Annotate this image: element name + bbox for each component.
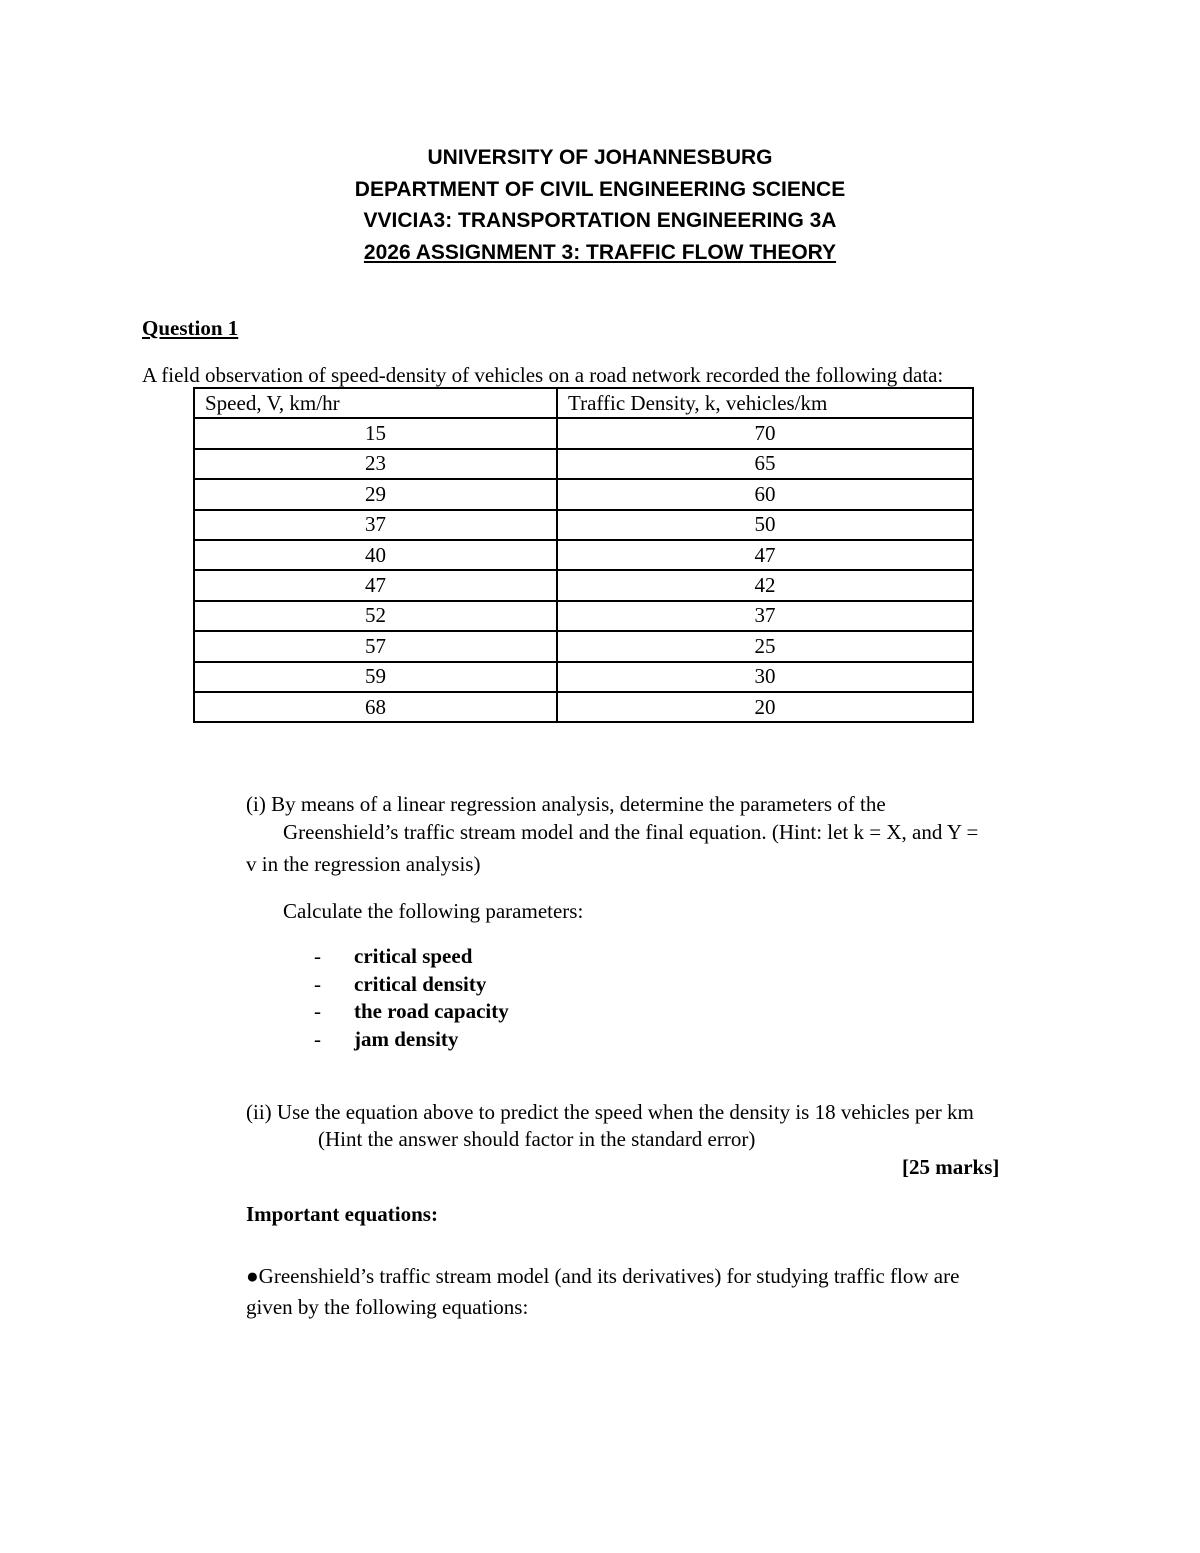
speed-cell: 68 bbox=[194, 692, 557, 722]
density-cell: 20 bbox=[557, 692, 973, 722]
speed-column-header: Speed, V, km/hr bbox=[194, 388, 557, 418]
density-cell: 42 bbox=[557, 570, 973, 600]
speed-cell: 23 bbox=[194, 449, 557, 479]
equations-line-2: given by the following equations: bbox=[246, 1295, 529, 1319]
speed-cell: 29 bbox=[194, 479, 557, 509]
part-i-line-1: (i) By means of a linear regression analysis, determine the parameters of the bbox=[246, 792, 886, 816]
table-row bbox=[194, 662, 973, 692]
list-item: - critical speed bbox=[314, 944, 473, 968]
table-row bbox=[194, 449, 973, 479]
list-item: - critical density bbox=[314, 971, 487, 996]
speed-cell: 59 bbox=[194, 662, 557, 692]
density-cell: 60 bbox=[557, 479, 973, 509]
density-cell: 50 bbox=[557, 510, 973, 540]
speed-cell: 37 bbox=[194, 510, 557, 540]
marks-label: [25 marks] bbox=[902, 1155, 1000, 1179]
calculate-intro: Calculate the following parameters: bbox=[283, 899, 584, 923]
parameter-jam-density: jam density bbox=[354, 1026, 459, 1051]
table-row bbox=[194, 510, 973, 540]
table-header-row bbox=[194, 388, 973, 418]
parameter-critical-speed: critical speed bbox=[354, 944, 473, 968]
list-item: - jam density bbox=[314, 1026, 459, 1051]
table-row bbox=[194, 418, 973, 448]
speed-cell: 47 bbox=[194, 570, 557, 600]
parameter-critical-density: critical density bbox=[354, 971, 487, 996]
density-cell: 25 bbox=[557, 631, 973, 661]
speed-cell: 15 bbox=[194, 418, 557, 448]
table-row bbox=[194, 570, 973, 600]
table-row bbox=[194, 601, 973, 631]
university-name: UNIVERSITY OF JOHANNESBURG bbox=[427, 146, 773, 169]
density-column-header: Traffic Density, k, vehicles/km bbox=[557, 388, 973, 418]
table-row bbox=[194, 540, 973, 570]
speed-density-table bbox=[193, 387, 974, 723]
equations-line-1: ●Greenshield’s traffic stream model (and its derivatives) for studying traffic flow are bbox=[246, 1264, 960, 1288]
parameter-road-capacity: the road capacity bbox=[354, 999, 509, 1023]
question-title: Question 1 bbox=[142, 316, 239, 340]
course-title: VVICIA3: TRANSPORTATION ENGINEERING 3A bbox=[363, 209, 837, 232]
density-cell: 30 bbox=[557, 662, 973, 692]
table-row bbox=[194, 692, 973, 722]
question-intro: A field observation of speed-density of vehicles on a road network recorded the following data: bbox=[142, 363, 944, 387]
speed-cell: 40 bbox=[194, 540, 557, 570]
part-i-line-2: Greenshield’s traffic stream model and the final equation. (Hint: let k = X, and Y = bbox=[283, 820, 979, 844]
table-row bbox=[194, 631, 973, 661]
density-cell: 47 bbox=[557, 540, 973, 570]
part-ii-line-2: (Hint the answer should factor in the standard error) bbox=[318, 1127, 756, 1151]
department-name: DEPARTMENT OF CIVIL ENGINEERING SCIENCE bbox=[354, 177, 846, 201]
density-cell: 65 bbox=[557, 449, 973, 479]
list-item: - the road capacity bbox=[314, 999, 509, 1023]
equations-heading: Important equations: bbox=[246, 1202, 438, 1226]
document-header bbox=[0, 142, 1200, 268]
part-i-line-3: v in the regression analysis) bbox=[246, 852, 481, 876]
parameter-list bbox=[314, 943, 509, 1053]
table-row bbox=[194, 479, 973, 509]
part-ii-line-1: (ii) Use the equation above to predict the speed when the density is 18 vehicles per km bbox=[246, 1100, 974, 1124]
density-cell: 37 bbox=[557, 601, 973, 631]
speed-cell: 52 bbox=[194, 601, 557, 631]
speed-cell: 57 bbox=[194, 631, 557, 661]
assignment-title: 2026 ASSIGNMENT 3: TRAFFIC FLOW THEORY bbox=[363, 240, 837, 264]
density-cell: 70 bbox=[557, 418, 973, 448]
